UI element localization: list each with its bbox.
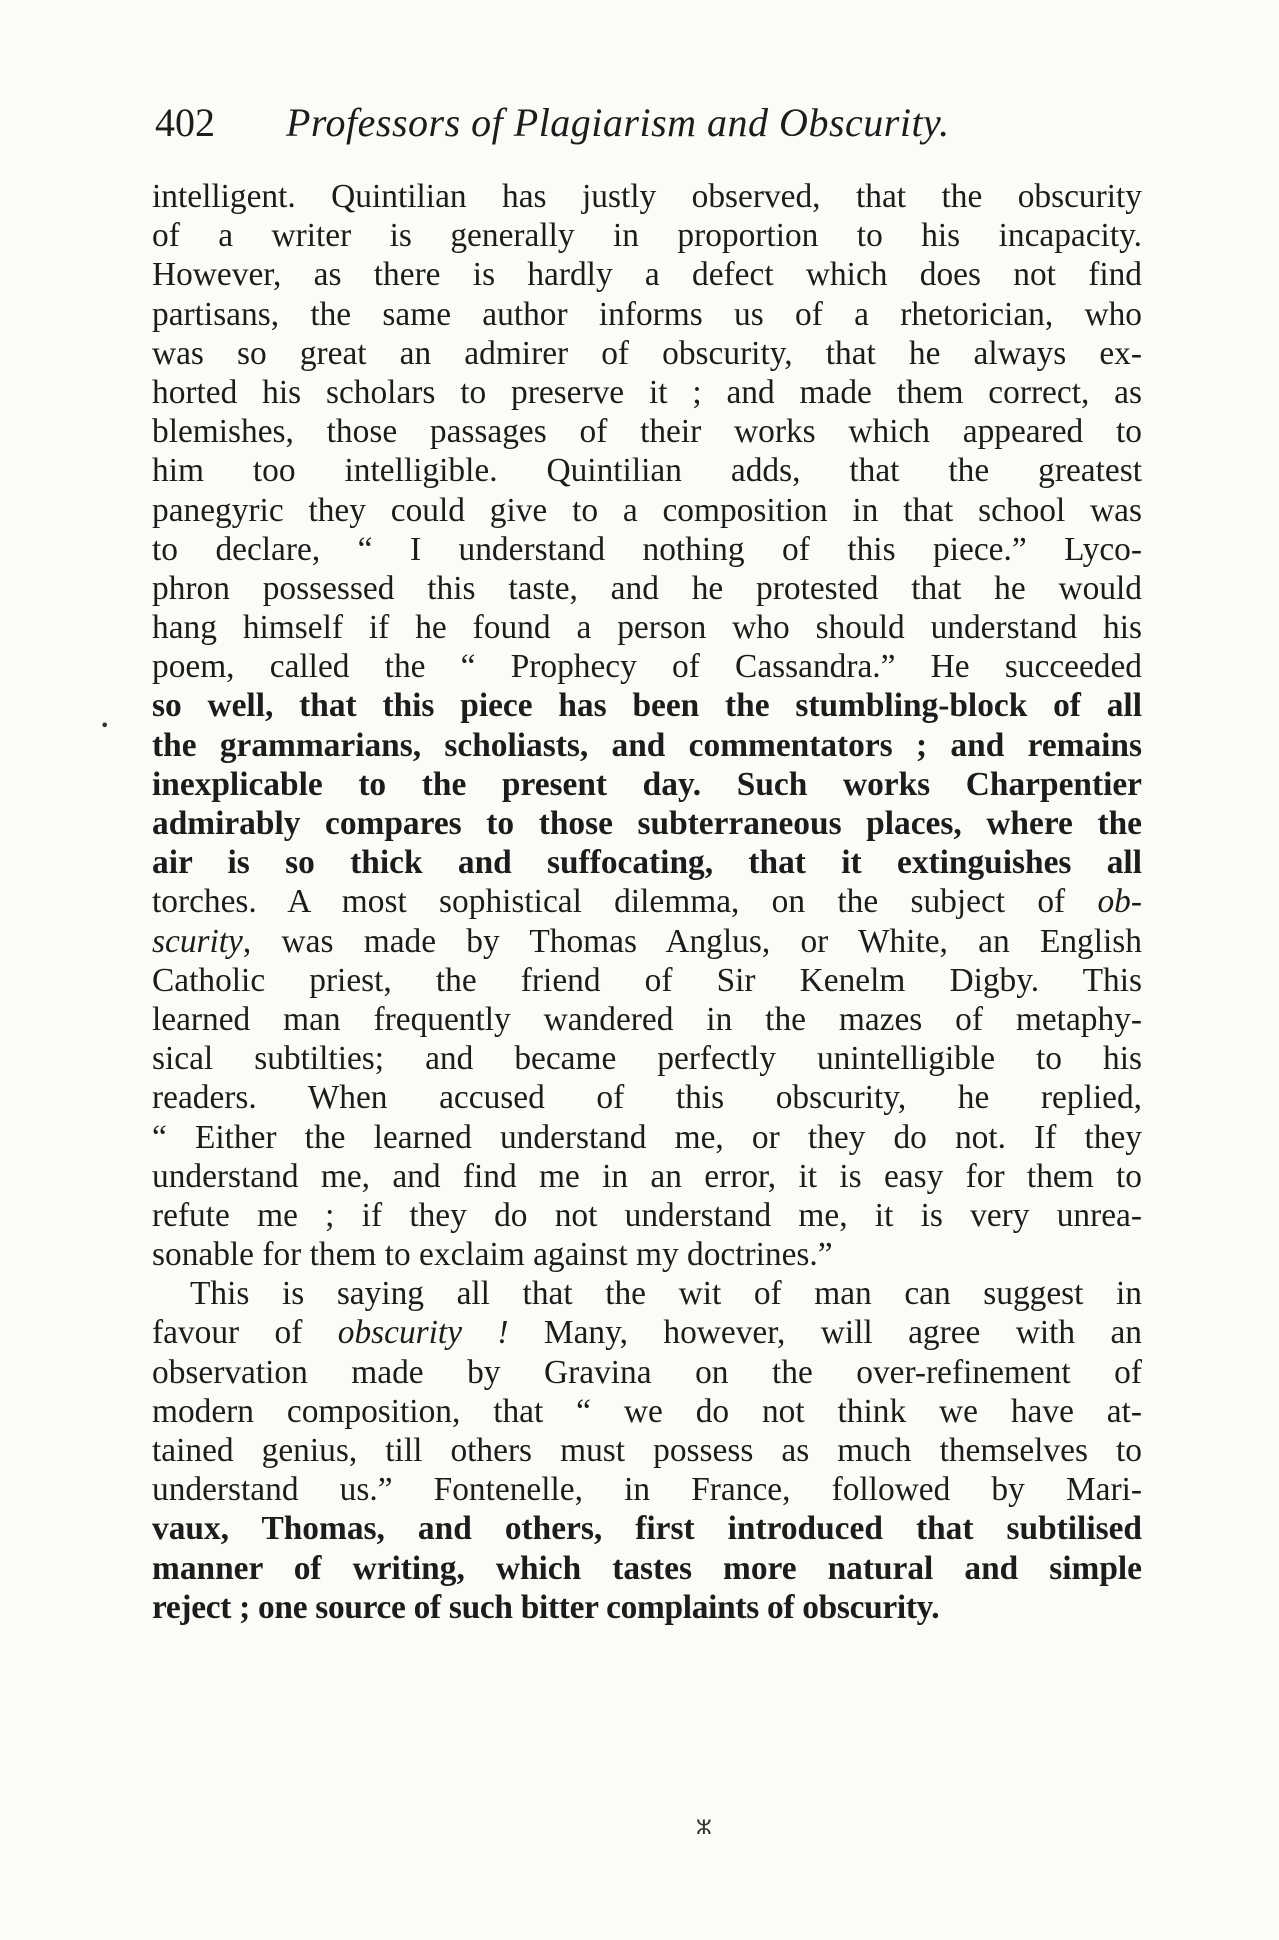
italic-word: scurity: [152, 922, 243, 960]
text-line: blemishes, those passages of their works which appeared to: [152, 413, 1142, 451]
text-line: reject ; one source of such bitter complaints of obscurity.: [152, 1588, 940, 1626]
text-line: tained genius, till others must possess as much themselves to: [152, 1432, 1142, 1469]
text-line: sonable for them to exclaim against my doctrines.”: [152, 1236, 833, 1274]
text-line: hang himself if he found a person who should understand his: [152, 609, 1142, 647]
text-line: favour of obscurity ! Many, however, will agree with an: [152, 1314, 1143, 1352]
text-line: vaux, Thomas, and others, first introduced that subtilised: [152, 1510, 1142, 1548]
text-line: sical subtilties; and became perfectly unintelligible to his: [152, 1040, 1142, 1078]
text-line: learned man frequently wandered in the mazes of metaphy-: [152, 1000, 1142, 1038]
text-line: refute me ; if they do not understand me, it is very unrea-: [152, 1196, 1142, 1234]
text-line: partisans, the same author informs us of a rhetorician, who: [152, 295, 1142, 333]
margin-dot-icon: •: [100, 716, 110, 735]
text-line: the grammarians, scholiasts, and commentators ; and remains: [152, 726, 1142, 764]
text-line: readers. When accused of this obscurity, he replied,: [152, 1079, 1142, 1117]
text-line: manner of writing, which tastes more natural and simple: [152, 1549, 1142, 1587]
running-title: Professors of Plagiarism and Obscurity.: [286, 100, 950, 145]
text-line: understand me, and find me in an error, it is easy for them to: [152, 1157, 1142, 1195]
text-line: This is saying all that the wit of man can suggest in: [190, 1275, 1142, 1313]
text-line: However, as there is hardly a defect which does not find: [152, 256, 1142, 294]
body-text: [152, 177, 1142, 1627]
italic-word: obscurity !: [337, 1314, 509, 1352]
text-line: phron possessed this taste, and he protested that he would: [152, 569, 1142, 607]
text-line: understand us.” Fontenelle, in France, followed by Mari-: [152, 1471, 1142, 1509]
text-line: intelligent. Quintilian has justly observed, that the obscurity: [152, 178, 1142, 215]
text-line: admirably compares to those subterraneous places, where the: [152, 805, 1142, 842]
text-line: him too intelligible. Quintilian adds, that the greatest: [152, 452, 1142, 490]
text-line: scurity, was made by Thomas Anglus, or White, an English: [152, 922, 1142, 960]
text-line: of a writer is generally in proportion to his incapacity.: [152, 217, 1142, 255]
text-line: horted his scholars to preserve it ; and made them correct, as: [152, 373, 1142, 411]
italic-word: ob-: [1097, 883, 1142, 921]
text-line: inexplicable to the present day. Such works Charpentier: [152, 765, 1142, 803]
text-line: observation made by Gravina on the over-refinement of: [152, 1353, 1142, 1391]
text-line: panegyric they could give to a composition in that school was: [152, 491, 1142, 529]
text-line: Catholic priest, the friend of Sir Kenelm Digby. This: [152, 961, 1142, 999]
page-number: 402: [155, 100, 215, 145]
bottom-mark-icon: ⵣ: [696, 1815, 712, 1839]
text-line: “ Either the learned understand me, or they do not. If they: [152, 1118, 1142, 1156]
text-line: so well, that this piece has been the stumbling-block of all: [152, 687, 1142, 725]
text-line: to declare, “ I understand nothing of this piece.” Lyco-: [152, 530, 1142, 568]
text-line: torches. A most sophistical dilemma, on the subject of ob-: [152, 883, 1142, 921]
text-line: poem, called the “ Prophecy of Cassandra.” He succeeded: [152, 648, 1142, 686]
text-line: air is so thick and suffocating, that it extinguishes all: [152, 844, 1142, 882]
page-header: [155, 98, 1135, 148]
text-line: modern composition, that “ we do not think we have at-: [152, 1392, 1142, 1430]
text-line: was so great an admirer of obscurity, that he always ex-: [152, 334, 1142, 372]
